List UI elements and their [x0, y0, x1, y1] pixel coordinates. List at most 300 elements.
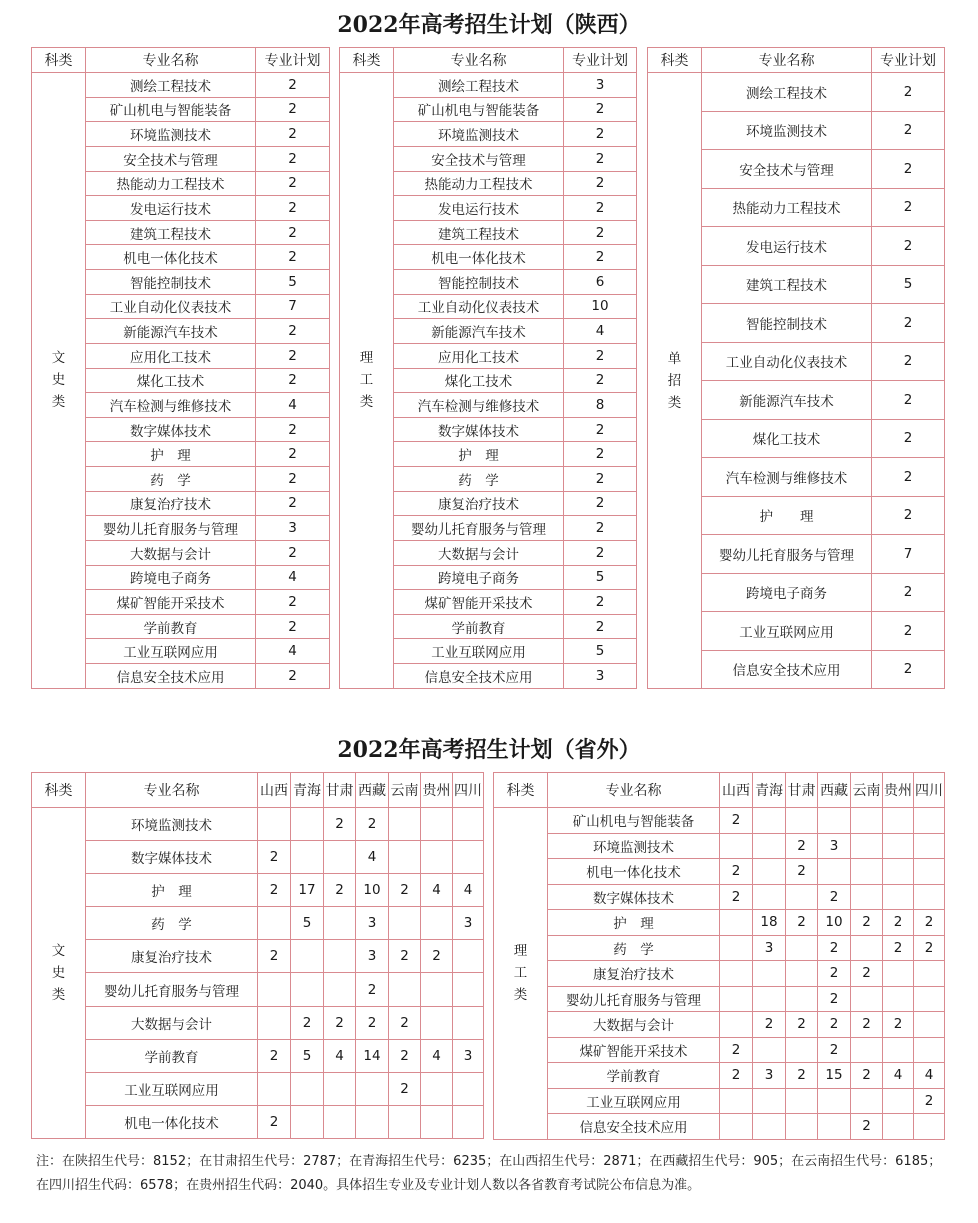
category-char: 类 — [51, 986, 66, 1003]
province-count: 2 — [324, 808, 356, 841]
province-count: 18 — [753, 910, 786, 936]
shaanxi-danzhao-table — [647, 47, 945, 689]
category-cell — [494, 808, 548, 1140]
major-name: 工业自动化仪表技术 — [86, 294, 256, 319]
major-name: 安全技术与管理 — [702, 150, 872, 189]
plan-count: 2 — [256, 343, 330, 368]
header-row — [32, 773, 484, 808]
province-count: 4 — [421, 1039, 453, 1072]
category-char: 理 — [359, 350, 374, 367]
table-row — [494, 859, 945, 885]
province-count — [324, 907, 356, 940]
category-char: 招 — [667, 372, 682, 389]
plan-count: 2 — [256, 122, 330, 147]
table-row — [32, 874, 484, 907]
province-count — [720, 910, 753, 936]
province-count — [453, 1006, 484, 1039]
province-count: 15 — [818, 1063, 851, 1089]
province-count — [753, 1088, 786, 1114]
major-name: 环境监测技术 — [548, 833, 720, 859]
province-count: 10 — [818, 910, 851, 936]
table-row — [494, 808, 945, 834]
major-name: 热能动力工程技术 — [86, 171, 256, 196]
province-count: 2 — [818, 1037, 851, 1063]
province-count — [914, 808, 945, 834]
province-count: 2 — [324, 874, 356, 907]
table-row — [32, 940, 484, 973]
plan-count: 2 — [564, 122, 637, 147]
province-count: 5 — [291, 1039, 324, 1072]
province-count — [389, 973, 421, 1006]
plan-count: 2 — [256, 442, 330, 467]
province-count: 2 — [258, 1039, 291, 1072]
outside-ligong-table — [493, 772, 945, 1140]
major-name: 测绘工程技术 — [394, 73, 564, 98]
plan-count: 5 — [564, 565, 637, 590]
plan-count: 2 — [256, 245, 330, 270]
province-count — [720, 1114, 753, 1140]
plan-count: 8 — [564, 393, 637, 418]
major-name: 跨境电子商务 — [394, 565, 564, 590]
province-count — [851, 1088, 883, 1114]
province-count — [453, 808, 484, 841]
plan-count: 2 — [256, 171, 330, 196]
plan-count: 2 — [872, 612, 945, 651]
column-header: 山西 — [258, 773, 291, 808]
major-name: 测绘工程技术 — [86, 73, 256, 98]
column-header: 西藏 — [818, 773, 851, 808]
province-count: 2 — [421, 940, 453, 973]
province-count — [453, 1105, 484, 1138]
plan-count: 2 — [256, 590, 330, 615]
major-name: 康复治疗技术 — [394, 491, 564, 516]
major-name: 测绘工程技术 — [702, 73, 872, 112]
province-count — [421, 1006, 453, 1039]
major-name: 工业互联网应用 — [86, 639, 256, 664]
major-name: 智能控制技术 — [394, 270, 564, 295]
major-name: 机电一体化技术 — [86, 1105, 258, 1138]
plan-count: 5 — [256, 270, 330, 295]
province-count — [786, 1114, 818, 1140]
province-count: 2 — [818, 884, 851, 910]
province-count: 4 — [914, 1063, 945, 1089]
plan-count: 2 — [256, 319, 330, 344]
plan-count: 2 — [872, 419, 945, 458]
province-count — [883, 961, 914, 987]
province-count — [291, 1105, 324, 1138]
column-header: 专业名称 — [86, 48, 256, 73]
province-count — [883, 859, 914, 885]
major-name: 大数据与会计 — [86, 540, 256, 565]
major-name: 建筑工程技术 — [702, 265, 872, 304]
major-name: 机电一体化技术 — [86, 245, 256, 270]
column-header: 甘肃 — [324, 773, 356, 808]
category-cell — [32, 808, 86, 1139]
major-name: 学前教育 — [548, 1063, 720, 1089]
major-name: 大数据与会计 — [548, 1012, 720, 1038]
plan-count: 2 — [256, 146, 330, 171]
major-name: 数字媒体技术 — [86, 417, 256, 442]
category-cell — [32, 73, 86, 689]
province-count: 2 — [356, 973, 389, 1006]
province-count: 2 — [883, 910, 914, 936]
province-count — [914, 1114, 945, 1140]
column-header: 西藏 — [356, 773, 389, 808]
plan-count: 2 — [564, 343, 637, 368]
province-count: 2 — [720, 1037, 753, 1063]
province-count — [786, 1088, 818, 1114]
major-name: 发电运行技术 — [394, 196, 564, 221]
category-char: 类 — [51, 394, 66, 411]
major-name: 康复治疗技术 — [548, 961, 720, 987]
major-name: 环境监测技术 — [86, 122, 256, 147]
major-name: 康复治疗技术 — [86, 940, 258, 973]
plan-count: 2 — [256, 196, 330, 221]
major-name: 护 理 — [394, 442, 564, 467]
plan-count: 2 — [872, 188, 945, 227]
province-count — [883, 1114, 914, 1140]
plan-count: 5 — [564, 639, 637, 664]
major-name: 婴幼儿托育服务与管理 — [86, 516, 256, 541]
province-count — [389, 1105, 421, 1138]
plan-count: 2 — [256, 417, 330, 442]
province-count — [720, 935, 753, 961]
column-header: 山西 — [720, 773, 753, 808]
province-count — [753, 1114, 786, 1140]
province-count — [389, 808, 421, 841]
major-name: 煤化工技术 — [86, 368, 256, 393]
province-count — [753, 884, 786, 910]
province-count: 3 — [453, 1039, 484, 1072]
province-count — [324, 940, 356, 973]
major-name: 工业互联网应用 — [702, 612, 872, 651]
plan-count: 2 — [872, 150, 945, 189]
major-name: 汽车检测与维修技术 — [86, 393, 256, 418]
major-name: 数字媒体技术 — [394, 417, 564, 442]
plan-count: 10 — [564, 294, 637, 319]
plan-count: 2 — [256, 220, 330, 245]
table-row — [494, 910, 945, 936]
province-count — [818, 859, 851, 885]
province-count: 2 — [851, 910, 883, 936]
province-count: 2 — [786, 859, 818, 885]
table-row — [32, 907, 484, 940]
province-count: 4 — [356, 841, 389, 874]
province-count — [914, 961, 945, 987]
header-row — [340, 48, 637, 73]
column-header: 贵州 — [883, 773, 914, 808]
province-count: 5 — [291, 907, 324, 940]
major-name: 护 理 — [702, 496, 872, 535]
province-count: 2 — [883, 935, 914, 961]
province-count — [818, 808, 851, 834]
table-row — [494, 935, 945, 961]
column-header: 专业计划 — [564, 48, 637, 73]
province-count: 2 — [851, 1012, 883, 1038]
table-row — [32, 808, 484, 841]
major-name: 煤矿智能开采技术 — [548, 1037, 720, 1063]
major-name: 信息安全技术应用 — [702, 650, 872, 689]
category-char: 理 — [513, 943, 528, 960]
header-row — [32, 48, 330, 73]
major-name: 应用化工技术 — [394, 343, 564, 368]
province-count: 3 — [753, 1063, 786, 1089]
province-count: 2 — [851, 1114, 883, 1140]
province-count — [389, 907, 421, 940]
major-name: 药 学 — [86, 467, 256, 492]
major-name: 学前教育 — [86, 614, 256, 639]
province-count: 2 — [291, 1006, 324, 1039]
major-name: 热能动力工程技术 — [394, 171, 564, 196]
plan-count: 2 — [564, 491, 637, 516]
major-name: 环境监测技术 — [394, 122, 564, 147]
header-row — [494, 773, 945, 808]
province-count — [720, 1088, 753, 1114]
province-count: 2 — [786, 1012, 818, 1038]
province-count — [421, 808, 453, 841]
major-name: 大数据与会计 — [394, 540, 564, 565]
table-row — [494, 1088, 945, 1114]
province-count — [818, 1114, 851, 1140]
province-count: 2 — [324, 1006, 356, 1039]
major-name: 新能源汽车技术 — [702, 381, 872, 420]
plan-count: 3 — [564, 73, 637, 98]
province-count — [720, 833, 753, 859]
major-name: 药 学 — [548, 935, 720, 961]
plan-count: 2 — [564, 196, 637, 221]
table-row — [494, 884, 945, 910]
province-count: 2 — [389, 1039, 421, 1072]
table-row — [32, 973, 484, 1006]
province-count — [786, 884, 818, 910]
category-cell — [340, 73, 394, 689]
table-row — [494, 1012, 945, 1038]
province-count — [914, 1012, 945, 1038]
major-name: 发电运行技术 — [702, 227, 872, 266]
major-name: 工业互联网应用 — [86, 1072, 258, 1105]
major-name: 婴幼儿托育服务与管理 — [702, 535, 872, 574]
province-count: 4 — [421, 874, 453, 907]
plan-count: 2 — [564, 467, 637, 492]
column-header: 专业计划 — [872, 48, 945, 73]
province-count: 2 — [720, 808, 753, 834]
province-count: 2 — [818, 961, 851, 987]
major-name: 工业互联网应用 — [548, 1088, 720, 1114]
shaanxi-wenshi-table — [31, 47, 330, 689]
table-row — [494, 1063, 945, 1089]
major-name: 机电一体化技术 — [394, 245, 564, 270]
category-char: 类 — [667, 394, 682, 411]
major-name: 工业自动化仪表技术 — [702, 342, 872, 381]
plan-count: 2 — [564, 368, 637, 393]
column-header: 青海 — [291, 773, 324, 808]
major-name: 机电一体化技术 — [548, 859, 720, 885]
province-count: 3 — [753, 935, 786, 961]
province-count — [786, 935, 818, 961]
province-count — [421, 841, 453, 874]
plan-count: 2 — [256, 614, 330, 639]
table-row — [32, 73, 330, 98]
category-char: 文 — [51, 350, 66, 367]
table-row — [494, 1037, 945, 1063]
province-count: 2 — [720, 1063, 753, 1089]
column-header: 专业名称 — [702, 48, 872, 73]
plan-count: 2 — [872, 304, 945, 343]
plan-count: 4 — [256, 639, 330, 664]
category-char: 类 — [359, 394, 374, 411]
province-count: 2 — [818, 986, 851, 1012]
province-count — [883, 884, 914, 910]
province-count: 2 — [720, 859, 753, 885]
province-count — [258, 808, 291, 841]
major-name: 建筑工程技术 — [86, 220, 256, 245]
major-name: 汽车检测与维修技术 — [702, 458, 872, 497]
province-count: 2 — [786, 833, 818, 859]
category-char: 单 — [667, 350, 682, 367]
plan-count: 2 — [872, 650, 945, 689]
plan-count: 2 — [564, 171, 637, 196]
plan-count: 6 — [564, 270, 637, 295]
province-count: 2 — [258, 841, 291, 874]
province-count — [786, 808, 818, 834]
table-row — [648, 73, 945, 112]
province-count — [883, 1088, 914, 1114]
plan-count: 4 — [256, 565, 330, 590]
admission-code-note: 注：在陕招生代号：8152；在甘肃招生代号：2787；在青海招生代号：6235；在山西招生代号：2871；在西藏招生代号：905；在云南招生代号：6185；在四川招生代码：6578；在贵州招生代码：2040。具体招生专业及专业计划人数以各省教育考试院公布信息为准。 — [36, 1154, 942, 1193]
major-name: 婴幼儿托育服务与管理 — [86, 973, 258, 1006]
province-count — [883, 808, 914, 834]
category-char: 史 — [51, 964, 66, 981]
plan-count: 2 — [256, 540, 330, 565]
plan-count: 2 — [872, 381, 945, 420]
header-row — [648, 48, 945, 73]
province-count: 3 — [453, 907, 484, 940]
column-header: 四川 — [453, 773, 484, 808]
plan-count: 2 — [564, 614, 637, 639]
province-count: 2 — [389, 874, 421, 907]
province-count — [453, 973, 484, 1006]
plan-count: 7 — [256, 294, 330, 319]
major-name: 发电运行技术 — [86, 196, 256, 221]
province-count — [914, 833, 945, 859]
outside-plan-title: 2022年高考招生计划（省外） — [337, 737, 641, 763]
column-header: 专业名称 — [548, 773, 720, 808]
major-name: 信息安全技术应用 — [394, 664, 564, 689]
province-count — [291, 1072, 324, 1105]
column-header: 专业计划 — [256, 48, 330, 73]
province-count — [851, 986, 883, 1012]
column-header: 贵州 — [421, 773, 453, 808]
province-count — [786, 961, 818, 987]
column-header: 专业名称 — [394, 48, 564, 73]
plan-count: 2 — [256, 467, 330, 492]
plan-count: 3 — [564, 664, 637, 689]
province-count — [720, 961, 753, 987]
table-row — [32, 1039, 484, 1072]
plan-count: 2 — [872, 342, 945, 381]
province-count — [291, 841, 324, 874]
province-count — [753, 1037, 786, 1063]
province-count: 2 — [356, 808, 389, 841]
plan-count: 2 — [564, 220, 637, 245]
province-count: 2 — [914, 1088, 945, 1114]
province-count — [453, 1072, 484, 1105]
province-count: 2 — [883, 1012, 914, 1038]
province-count: 2 — [258, 874, 291, 907]
column-header: 云南 — [389, 773, 421, 808]
major-name: 药 学 — [86, 907, 258, 940]
major-name: 热能动力工程技术 — [702, 188, 872, 227]
province-count — [389, 841, 421, 874]
province-count: 10 — [356, 874, 389, 907]
province-count — [851, 808, 883, 834]
major-name: 婴幼儿托育服务与管理 — [548, 986, 720, 1012]
plan-count: 2 — [256, 73, 330, 98]
province-count — [786, 986, 818, 1012]
province-count — [324, 841, 356, 874]
table-row — [340, 73, 637, 98]
major-name: 信息安全技术应用 — [548, 1114, 720, 1140]
province-count: 2 — [258, 1105, 291, 1138]
column-header: 青海 — [753, 773, 786, 808]
province-count — [421, 1072, 453, 1105]
major-name: 智能控制技术 — [86, 270, 256, 295]
plan-count: 2 — [872, 573, 945, 612]
province-count — [753, 808, 786, 834]
province-count: 3 — [356, 940, 389, 973]
province-count: 2 — [851, 961, 883, 987]
province-count — [883, 833, 914, 859]
table-row — [494, 986, 945, 1012]
column-header: 专业名称 — [86, 773, 258, 808]
major-name: 环境监测技术 — [702, 111, 872, 150]
province-count — [356, 1105, 389, 1138]
province-count: 4 — [324, 1039, 356, 1072]
province-count — [356, 1072, 389, 1105]
province-count — [914, 884, 945, 910]
major-name: 汽车检测与维修技术 — [394, 393, 564, 418]
province-count — [291, 973, 324, 1006]
category-char: 工 — [359, 372, 374, 389]
province-count — [324, 973, 356, 1006]
province-count — [851, 884, 883, 910]
province-count — [291, 940, 324, 973]
plan-count: 2 — [564, 417, 637, 442]
outside-wenshi-table — [31, 772, 484, 1139]
major-name: 矿山机电与智能装备 — [86, 97, 256, 122]
plan-count: 2 — [872, 496, 945, 535]
province-count — [883, 986, 914, 1012]
major-name: 环境监测技术 — [86, 808, 258, 841]
plan-count: 2 — [564, 442, 637, 467]
major-name: 学前教育 — [86, 1039, 258, 1072]
major-name: 数字媒体技术 — [86, 841, 258, 874]
province-count: 2 — [753, 1012, 786, 1038]
plan-count: 2 — [872, 458, 945, 497]
major-name: 工业自动化仪表技术 — [394, 294, 564, 319]
province-count — [883, 1037, 914, 1063]
province-count: 2 — [258, 940, 291, 973]
plan-count: 2 — [872, 227, 945, 266]
province-count — [914, 859, 945, 885]
shaanxi-ligong-table — [339, 47, 637, 689]
major-name: 工业互联网应用 — [394, 639, 564, 664]
province-count — [818, 1088, 851, 1114]
province-count — [453, 940, 484, 973]
province-count: 4 — [453, 874, 484, 907]
major-name: 药 学 — [394, 467, 564, 492]
province-count — [786, 1037, 818, 1063]
